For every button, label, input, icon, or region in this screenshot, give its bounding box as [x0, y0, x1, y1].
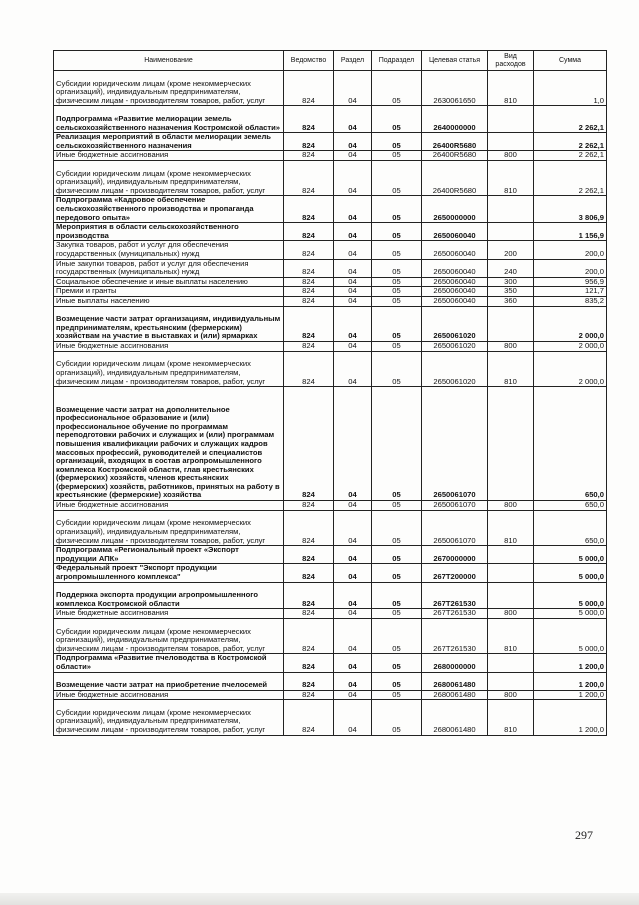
row-expense-type — [488, 223, 534, 241]
table-row — [54, 196, 607, 223]
row-target-article: 2650061070 — [422, 387, 488, 501]
header-name: Наименование — [54, 51, 284, 71]
row-department: 824 — [284, 342, 334, 352]
row-subsection: 05 — [372, 241, 422, 259]
row-department: 824 — [284, 582, 334, 609]
row-expense-type: 300 — [488, 277, 534, 287]
row-section: 04 — [334, 564, 372, 582]
row-name: Подпрограмма «Кадровое обеспечение сельскохозяйственного производства и пропаганда передового опыта» — [54, 196, 284, 223]
row-subsection: 05 — [372, 196, 422, 223]
row-section: 04 — [334, 618, 372, 653]
row-section: 04 — [334, 342, 372, 352]
row-name: Реализация мероприятий в области мелиорации земель сельскохозяйственного назначения — [54, 133, 284, 151]
row-target-article: 2650061070 — [422, 501, 488, 511]
row-amount: 5 000,0 — [534, 609, 607, 619]
row-expense-type — [488, 106, 534, 133]
header-amount: Сумма — [534, 51, 607, 71]
row-subsection: 05 — [372, 277, 422, 287]
row-amount: 121,7 — [534, 287, 607, 297]
row-department: 824 — [284, 287, 334, 297]
row-department: 824 — [284, 672, 334, 690]
row-section: 04 — [334, 259, 372, 277]
row-subsection: 05 — [372, 501, 422, 511]
row-target-article: 2650061020 — [422, 351, 488, 386]
row-name: Премии и гранты — [54, 287, 284, 297]
row-section: 04 — [334, 297, 372, 307]
row-target-article: 2650061020 — [422, 306, 488, 341]
row-name: Субсидии юридическим лицам (кроме некоммерческих организаций), индивидуальным предпринимателям, физическим лицам - производителям товаров, работ, услуг — [54, 510, 284, 545]
row-subsection: 05 — [372, 546, 422, 564]
row-amount: 2 262,1 — [534, 133, 607, 151]
row-target-article: 2680061480 — [422, 672, 488, 690]
row-name: Мероприятия в области сельскохозяйственного производства — [54, 223, 284, 241]
row-name: Субсидии юридическим лицам (кроме некоммерческих организаций), индивидуальным предпринимателям, физическим лицам - производителям товаров, работ, услуг — [54, 351, 284, 386]
row-name: Возмещение части затрат организациям, индивидуальным предпринимателям, крестьянским (фермерским) хозяйствам на участие в выставках и (или) ярмарках — [54, 306, 284, 341]
row-name: Иные бюджетные ассигнования — [54, 690, 284, 700]
row-subsection: 05 — [372, 342, 422, 352]
row-department: 824 — [284, 259, 334, 277]
row-amount: 1 200,0 — [534, 672, 607, 690]
row-expense-type: 240 — [488, 259, 534, 277]
row-department: 824 — [284, 609, 334, 619]
row-subsection: 05 — [372, 306, 422, 341]
row-expense-type — [488, 582, 534, 609]
row-section: 04 — [334, 151, 372, 161]
row-department: 824 — [284, 564, 334, 582]
row-section: 04 — [334, 351, 372, 386]
table-row — [54, 223, 607, 241]
row-name: Иные бюджетные ассигнования — [54, 151, 284, 161]
table-row — [54, 618, 607, 653]
table-row — [54, 700, 607, 735]
row-amount: 650,0 — [534, 387, 607, 501]
row-department: 824 — [284, 700, 334, 735]
row-amount: 200,0 — [534, 241, 607, 259]
table-row — [54, 342, 607, 352]
row-expense-type — [488, 133, 534, 151]
table-row — [54, 564, 607, 582]
table-row — [54, 241, 607, 259]
table-row — [54, 151, 607, 161]
row-amount: 2 262,1 — [534, 161, 607, 196]
row-section: 04 — [334, 387, 372, 501]
row-target-article: 2680061480 — [422, 690, 488, 700]
table-row — [54, 351, 607, 386]
row-name: Субсидии юридическим лицам (кроме некоммерческих организаций), индивидуальным предпринимателям, физическим лицам - производителям товаров, работ, услуг — [54, 161, 284, 196]
row-subsection: 05 — [372, 690, 422, 700]
row-name: Субсидии юридическим лицам (кроме некоммерческих организаций), индивидуальным предпринимателям, физическим лицам - производителям товаров, работ, услуг — [54, 71, 284, 106]
row-expense-type — [488, 546, 534, 564]
table-row — [54, 161, 607, 196]
row-target-article: 267T261530 — [422, 582, 488, 609]
table-row — [54, 609, 607, 619]
header-expense-type: Вид расходов — [488, 51, 534, 71]
row-amount: 200,0 — [534, 259, 607, 277]
row-expense-type — [488, 654, 534, 672]
row-amount: 5 000,0 — [534, 564, 607, 582]
row-target-article: 2680061480 — [422, 700, 488, 735]
row-expense-type: 350 — [488, 287, 534, 297]
row-subsection: 05 — [372, 510, 422, 545]
row-department: 824 — [284, 71, 334, 106]
row-amount: 2 000,0 — [534, 306, 607, 341]
row-amount: 2 262,1 — [534, 151, 607, 161]
row-target-article: 267T200000 — [422, 564, 488, 582]
row-section: 04 — [334, 241, 372, 259]
row-subsection: 05 — [372, 609, 422, 619]
row-amount: 1 200,0 — [534, 690, 607, 700]
row-target-article: 2650060040 — [422, 287, 488, 297]
row-target-article: 2650060040 — [422, 277, 488, 287]
table-row — [54, 690, 607, 700]
row-subsection: 05 — [372, 564, 422, 582]
row-department: 824 — [284, 618, 334, 653]
row-section: 04 — [334, 223, 372, 241]
row-expense-type: 810 — [488, 71, 534, 106]
row-name: Подпрограмма «Региональный проект «Экспорт продукции АПК» — [54, 546, 284, 564]
row-section: 04 — [334, 196, 372, 223]
row-target-article: 267T261530 — [422, 618, 488, 653]
row-expense-type — [488, 672, 534, 690]
row-name: Подпрограмма «Развитие пчеловодства в Костромской области» — [54, 654, 284, 672]
row-target-article: 26400R5680 — [422, 161, 488, 196]
table-row — [54, 501, 607, 511]
row-expense-type — [488, 564, 534, 582]
table-row — [54, 510, 607, 545]
row-name: Иные бюджетные ассигнования — [54, 342, 284, 352]
row-section: 04 — [334, 700, 372, 735]
row-amount: 2 262,1 — [534, 106, 607, 133]
row-expense-type: 800 — [488, 609, 534, 619]
row-department: 824 — [284, 241, 334, 259]
row-expense-type: 810 — [488, 351, 534, 386]
row-department: 824 — [284, 387, 334, 501]
row-department: 824 — [284, 133, 334, 151]
row-section: 04 — [334, 306, 372, 341]
table-row — [54, 654, 607, 672]
row-department: 824 — [284, 546, 334, 564]
row-name: Иные бюджетные ассигнования — [54, 609, 284, 619]
row-expense-type: 800 — [488, 690, 534, 700]
row-amount: 2 000,0 — [534, 351, 607, 386]
row-amount: 1 156,9 — [534, 223, 607, 241]
row-target-article: 2670000000 — [422, 546, 488, 564]
header-section: Раздел — [334, 51, 372, 71]
row-section: 04 — [334, 654, 372, 672]
row-name: Федеральный проект "Экспорт продукции агропромышленного комплекса" — [54, 564, 284, 582]
row-amount: 5 000,0 — [534, 546, 607, 564]
row-expense-type: 360 — [488, 297, 534, 307]
row-name: Иные закупки товаров, работ и услуг для обеспечения государственных (муниципальных) нужд — [54, 259, 284, 277]
row-section: 04 — [334, 672, 372, 690]
row-amount: 1 200,0 — [534, 654, 607, 672]
table-row — [54, 106, 607, 133]
table-row — [54, 306, 607, 341]
row-target-article: 267T261530 — [422, 609, 488, 619]
row-department: 824 — [284, 151, 334, 161]
row-section: 04 — [334, 510, 372, 545]
row-section: 04 — [334, 287, 372, 297]
row-target-article: 2650061070 — [422, 510, 488, 545]
row-subsection: 05 — [372, 287, 422, 297]
row-section: 04 — [334, 582, 372, 609]
row-expense-type: 810 — [488, 510, 534, 545]
row-name: Социальное обеспечение и иные выплаты населению — [54, 277, 284, 287]
row-target-article: 2650060040 — [422, 297, 488, 307]
row-name: Подпрограмма «Развитие мелиорации земель сельскохозяйственного назначения Костромской области» — [54, 106, 284, 133]
row-target-article: 2650060040 — [422, 223, 488, 241]
row-section: 04 — [334, 501, 372, 511]
row-name: Иные бюджетные ассигнования — [54, 501, 284, 511]
row-department: 824 — [284, 306, 334, 341]
row-department: 824 — [284, 351, 334, 386]
row-department: 824 — [284, 654, 334, 672]
row-target-article: 2640000000 — [422, 106, 488, 133]
row-section: 04 — [334, 106, 372, 133]
table-row — [54, 387, 607, 501]
row-department: 824 — [284, 106, 334, 133]
row-section: 04 — [334, 690, 372, 700]
table-row — [54, 297, 607, 307]
row-target-article: 26400R5680 — [422, 151, 488, 161]
row-amount: 650,0 — [534, 501, 607, 511]
row-amount: 650,0 — [534, 510, 607, 545]
row-amount: 5 000,0 — [534, 582, 607, 609]
row-name: Закупка товаров, работ и услуг для обеспечения государственных (муниципальных) нужд — [54, 241, 284, 259]
table-row — [54, 133, 607, 151]
row-name: Субсидии юридическим лицам (кроме некоммерческих организаций), индивидуальным предпринимателям, физическим лицам - производителям товаров, работ, услуг — [54, 700, 284, 735]
table-header-row — [54, 51, 607, 71]
row-amount: 3 806,9 — [534, 196, 607, 223]
row-department: 824 — [284, 510, 334, 545]
row-expense-type: 800 — [488, 342, 534, 352]
row-department: 824 — [284, 501, 334, 511]
row-section: 04 — [334, 609, 372, 619]
table-row — [54, 259, 607, 277]
row-name: Субсидии юридическим лицам (кроме некоммерческих организаций), индивидуальным предпринимателям, физическим лицам - производителям товаров, работ, услуг — [54, 618, 284, 653]
row-name: Поддержка экспорта продукции агропромышленного комплекса Костромской области — [54, 582, 284, 609]
table-row — [54, 546, 607, 564]
row-name: Иные выплаты населению — [54, 297, 284, 307]
row-expense-type: 810 — [488, 700, 534, 735]
row-name: Возмещение части затрат на дополнительное профессиональное образование и (или) профессиональное обучение по программам переподготовки рабочих и служащих и (или) программам повышения квалификации рабочих и служащих кадров массовых профессий, руководителей и специалистов организаций, входящих в состав агропромышленного комплекса Костромской области, глав крестьянских (фермерских) хозяйств, членов крестьянских (фермерских) хозяйств, работников, принятых на работу в крестьянские (фермерские) хозяйства — [54, 387, 284, 501]
table-row — [54, 582, 607, 609]
row-subsection: 05 — [372, 351, 422, 386]
row-expense-type — [488, 306, 534, 341]
row-target-article: 2650000000 — [422, 196, 488, 223]
row-subsection: 05 — [372, 133, 422, 151]
row-amount: 1,0 — [534, 71, 607, 106]
row-amount: 835,2 — [534, 297, 607, 307]
row-subsection: 05 — [372, 618, 422, 653]
row-department: 824 — [284, 161, 334, 196]
row-department: 824 — [284, 277, 334, 287]
row-target-article: 2650060040 — [422, 259, 488, 277]
row-amount: 5 000,0 — [534, 618, 607, 653]
row-target-article: 2650061020 — [422, 342, 488, 352]
row-subsection: 05 — [372, 259, 422, 277]
table-row — [54, 287, 607, 297]
row-section: 04 — [334, 277, 372, 287]
table-row — [54, 672, 607, 690]
row-department: 824 — [284, 690, 334, 700]
table-row — [54, 277, 607, 287]
header-subsection: Подраздел — [372, 51, 422, 71]
row-amount: 2 000,0 — [534, 342, 607, 352]
row-subsection: 05 — [372, 654, 422, 672]
row-subsection: 05 — [372, 672, 422, 690]
row-expense-type: 800 — [488, 151, 534, 161]
row-subsection: 05 — [372, 223, 422, 241]
row-section: 04 — [334, 546, 372, 564]
row-expense-type: 810 — [488, 161, 534, 196]
row-expense-type: 200 — [488, 241, 534, 259]
row-department: 824 — [284, 196, 334, 223]
row-subsection: 05 — [372, 161, 422, 196]
budget-table — [53, 50, 607, 736]
row-section: 04 — [334, 71, 372, 106]
row-target-article: 26400R5680 — [422, 133, 488, 151]
row-expense-type: 800 — [488, 501, 534, 511]
row-target-article: 2680000000 — [422, 654, 488, 672]
table-row — [54, 71, 607, 106]
row-subsection: 05 — [372, 106, 422, 133]
row-subsection: 05 — [372, 297, 422, 307]
scan-bottom-edge — [0, 893, 639, 905]
header-target-article: Целевая статья — [422, 51, 488, 71]
row-expense-type — [488, 387, 534, 501]
row-target-article: 2630061650 — [422, 71, 488, 106]
row-expense-type: 810 — [488, 618, 534, 653]
row-section: 04 — [334, 161, 372, 196]
row-expense-type — [488, 196, 534, 223]
row-amount: 956,9 — [534, 277, 607, 287]
row-subsection: 05 — [372, 387, 422, 501]
row-department: 824 — [284, 297, 334, 307]
page-number: 297 — [575, 828, 593, 842]
row-department: 824 — [284, 223, 334, 241]
header-department: Ведомство — [284, 51, 334, 71]
row-amount: 1 200,0 — [534, 700, 607, 735]
row-subsection: 05 — [372, 71, 422, 106]
row-name: Возмещение части затрат на приобретение пчелосемей — [54, 672, 284, 690]
row-subsection: 05 — [372, 582, 422, 609]
row-target-article: 2650060040 — [422, 241, 488, 259]
row-subsection: 05 — [372, 700, 422, 735]
row-section: 04 — [334, 133, 372, 151]
row-subsection: 05 — [372, 151, 422, 161]
